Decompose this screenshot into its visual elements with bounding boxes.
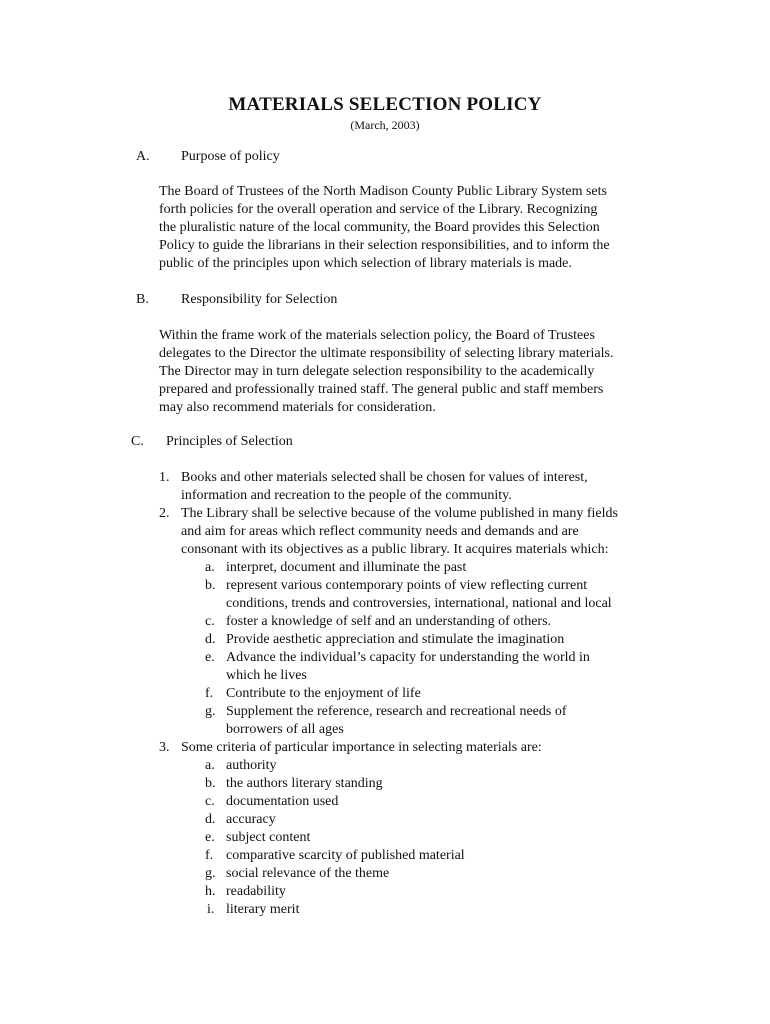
list-item-text: Some criteria of particular importance in selecting materials are: bbox=[181, 740, 542, 755]
paragraph-line: Within the frame work of the materials selection policy, the Board of Trustees bbox=[159, 328, 595, 343]
sub-item-letter: a. bbox=[205, 758, 215, 773]
sub-item-text: Advance the individual’s capacity for understanding the world in bbox=[226, 650, 590, 665]
paragraph-line: Policy to guide the librarians in their selection responsibilities, and to inform the bbox=[159, 238, 610, 253]
list-item-text: and aim for areas which reflect community needs and demands and are bbox=[181, 524, 579, 539]
sub-item-text: readability bbox=[226, 884, 286, 899]
sub-item-text: comparative scarcity of published material bbox=[226, 848, 465, 863]
sub-item-letter: f. bbox=[205, 848, 214, 863]
paragraph-line: may also recommend materials for consideration. bbox=[159, 400, 436, 415]
sub-item-text: accuracy bbox=[226, 812, 276, 827]
sub-item-letter: d. bbox=[205, 812, 216, 827]
section-a-letter: A. bbox=[136, 149, 150, 164]
sub-item-letter: e. bbox=[205, 650, 215, 665]
paragraph-line: public of the principles upon which selection of library materials is made. bbox=[159, 256, 572, 271]
sub-item-text: Contribute to the enjoyment of life bbox=[226, 686, 421, 701]
list-item-text: The Library shall be selective because of the volume published in many fields bbox=[181, 506, 618, 521]
document-title: MATERIALS SELECTION POLICY bbox=[228, 94, 542, 115]
document-date: (March, 2003) bbox=[350, 118, 420, 132]
paragraph-line: prepared and professionally trained staff. The general public and staff members bbox=[159, 382, 604, 397]
sub-item-text: literary merit bbox=[226, 902, 300, 917]
sub-item-letter: h. bbox=[205, 884, 216, 899]
list-item-text: Books and other materials selected shall be chosen for values of interest, bbox=[181, 470, 588, 485]
paragraph-line: forth policies for the overall operation and service of the Library. Recognizing bbox=[159, 202, 598, 217]
list-item-number: 3. bbox=[159, 740, 170, 755]
sub-item-text: authority bbox=[226, 758, 277, 773]
sub-item-letter: c. bbox=[205, 794, 215, 809]
list-item-number: 1. bbox=[159, 470, 170, 485]
sub-item-text: represent various contemporary points of view reflecting current bbox=[226, 578, 588, 593]
sub-item-letter: d. bbox=[205, 632, 216, 647]
sub-item-letter: a. bbox=[205, 560, 215, 575]
section-a-paragraph bbox=[159, 183, 659, 273]
list-item-number: 2. bbox=[159, 506, 170, 521]
sub-item-text: interpret, document and illuminate the past bbox=[226, 560, 467, 575]
sub-item-letter: g. bbox=[205, 704, 216, 719]
sub-item-letter: f. bbox=[205, 686, 214, 701]
section-b-heading: Responsibility for Selection bbox=[181, 292, 338, 307]
section-c-letter: C. bbox=[131, 434, 144, 449]
paragraph-line: delegates to the Director the ultimate responsibility of selecting library materials. bbox=[159, 346, 614, 361]
sub-item-letter: b. bbox=[205, 578, 216, 593]
section-b-paragraph bbox=[159, 327, 659, 417]
sub-item-text: conditions, trends and controversies, international, national and local bbox=[226, 596, 612, 611]
sub-item-text: subject content bbox=[226, 830, 311, 845]
sub-item-letter: c. bbox=[205, 614, 215, 629]
section-b-letter: B. bbox=[136, 292, 149, 307]
paragraph-line: The Director may in turn delegate selection responsibility to the academically bbox=[159, 364, 595, 379]
sub-item-text: social relevance of the theme bbox=[226, 866, 390, 881]
sub-item-letter: e. bbox=[205, 830, 215, 845]
sub-item-text: borrowers of all ages bbox=[226, 722, 344, 737]
sub-item-text: which he lives bbox=[226, 668, 307, 683]
section-c-heading: Principles of Selection bbox=[166, 434, 293, 449]
sub-item-text: Provide aesthetic appreciation and stimulate the imagination bbox=[226, 632, 565, 647]
paragraph-line: the pluralistic nature of the local community, the Board provides this Selection bbox=[159, 220, 600, 235]
list-item-text: consonant with its objectives as a public library. It acquires materials which: bbox=[181, 542, 609, 557]
sub-item-text: the authors literary standing bbox=[226, 776, 383, 791]
paragraph-line: The Board of Trustees of the North Madison County Public Library System sets bbox=[159, 184, 607, 199]
sub-item-text: Supplement the reference, research and recreational needs of bbox=[226, 704, 567, 719]
list-item-text: information and recreation to the people of the community. bbox=[181, 488, 512, 503]
sub-item-letter: b. bbox=[205, 776, 216, 791]
sub-item-text: foster a knowledge of self and an understanding of others. bbox=[226, 614, 552, 629]
sub-item-text: documentation used bbox=[226, 794, 339, 809]
section-a-heading: Purpose of policy bbox=[181, 149, 280, 164]
sub-item-letter: g. bbox=[205, 866, 216, 881]
sub-item-letter: i. bbox=[207, 902, 215, 917]
